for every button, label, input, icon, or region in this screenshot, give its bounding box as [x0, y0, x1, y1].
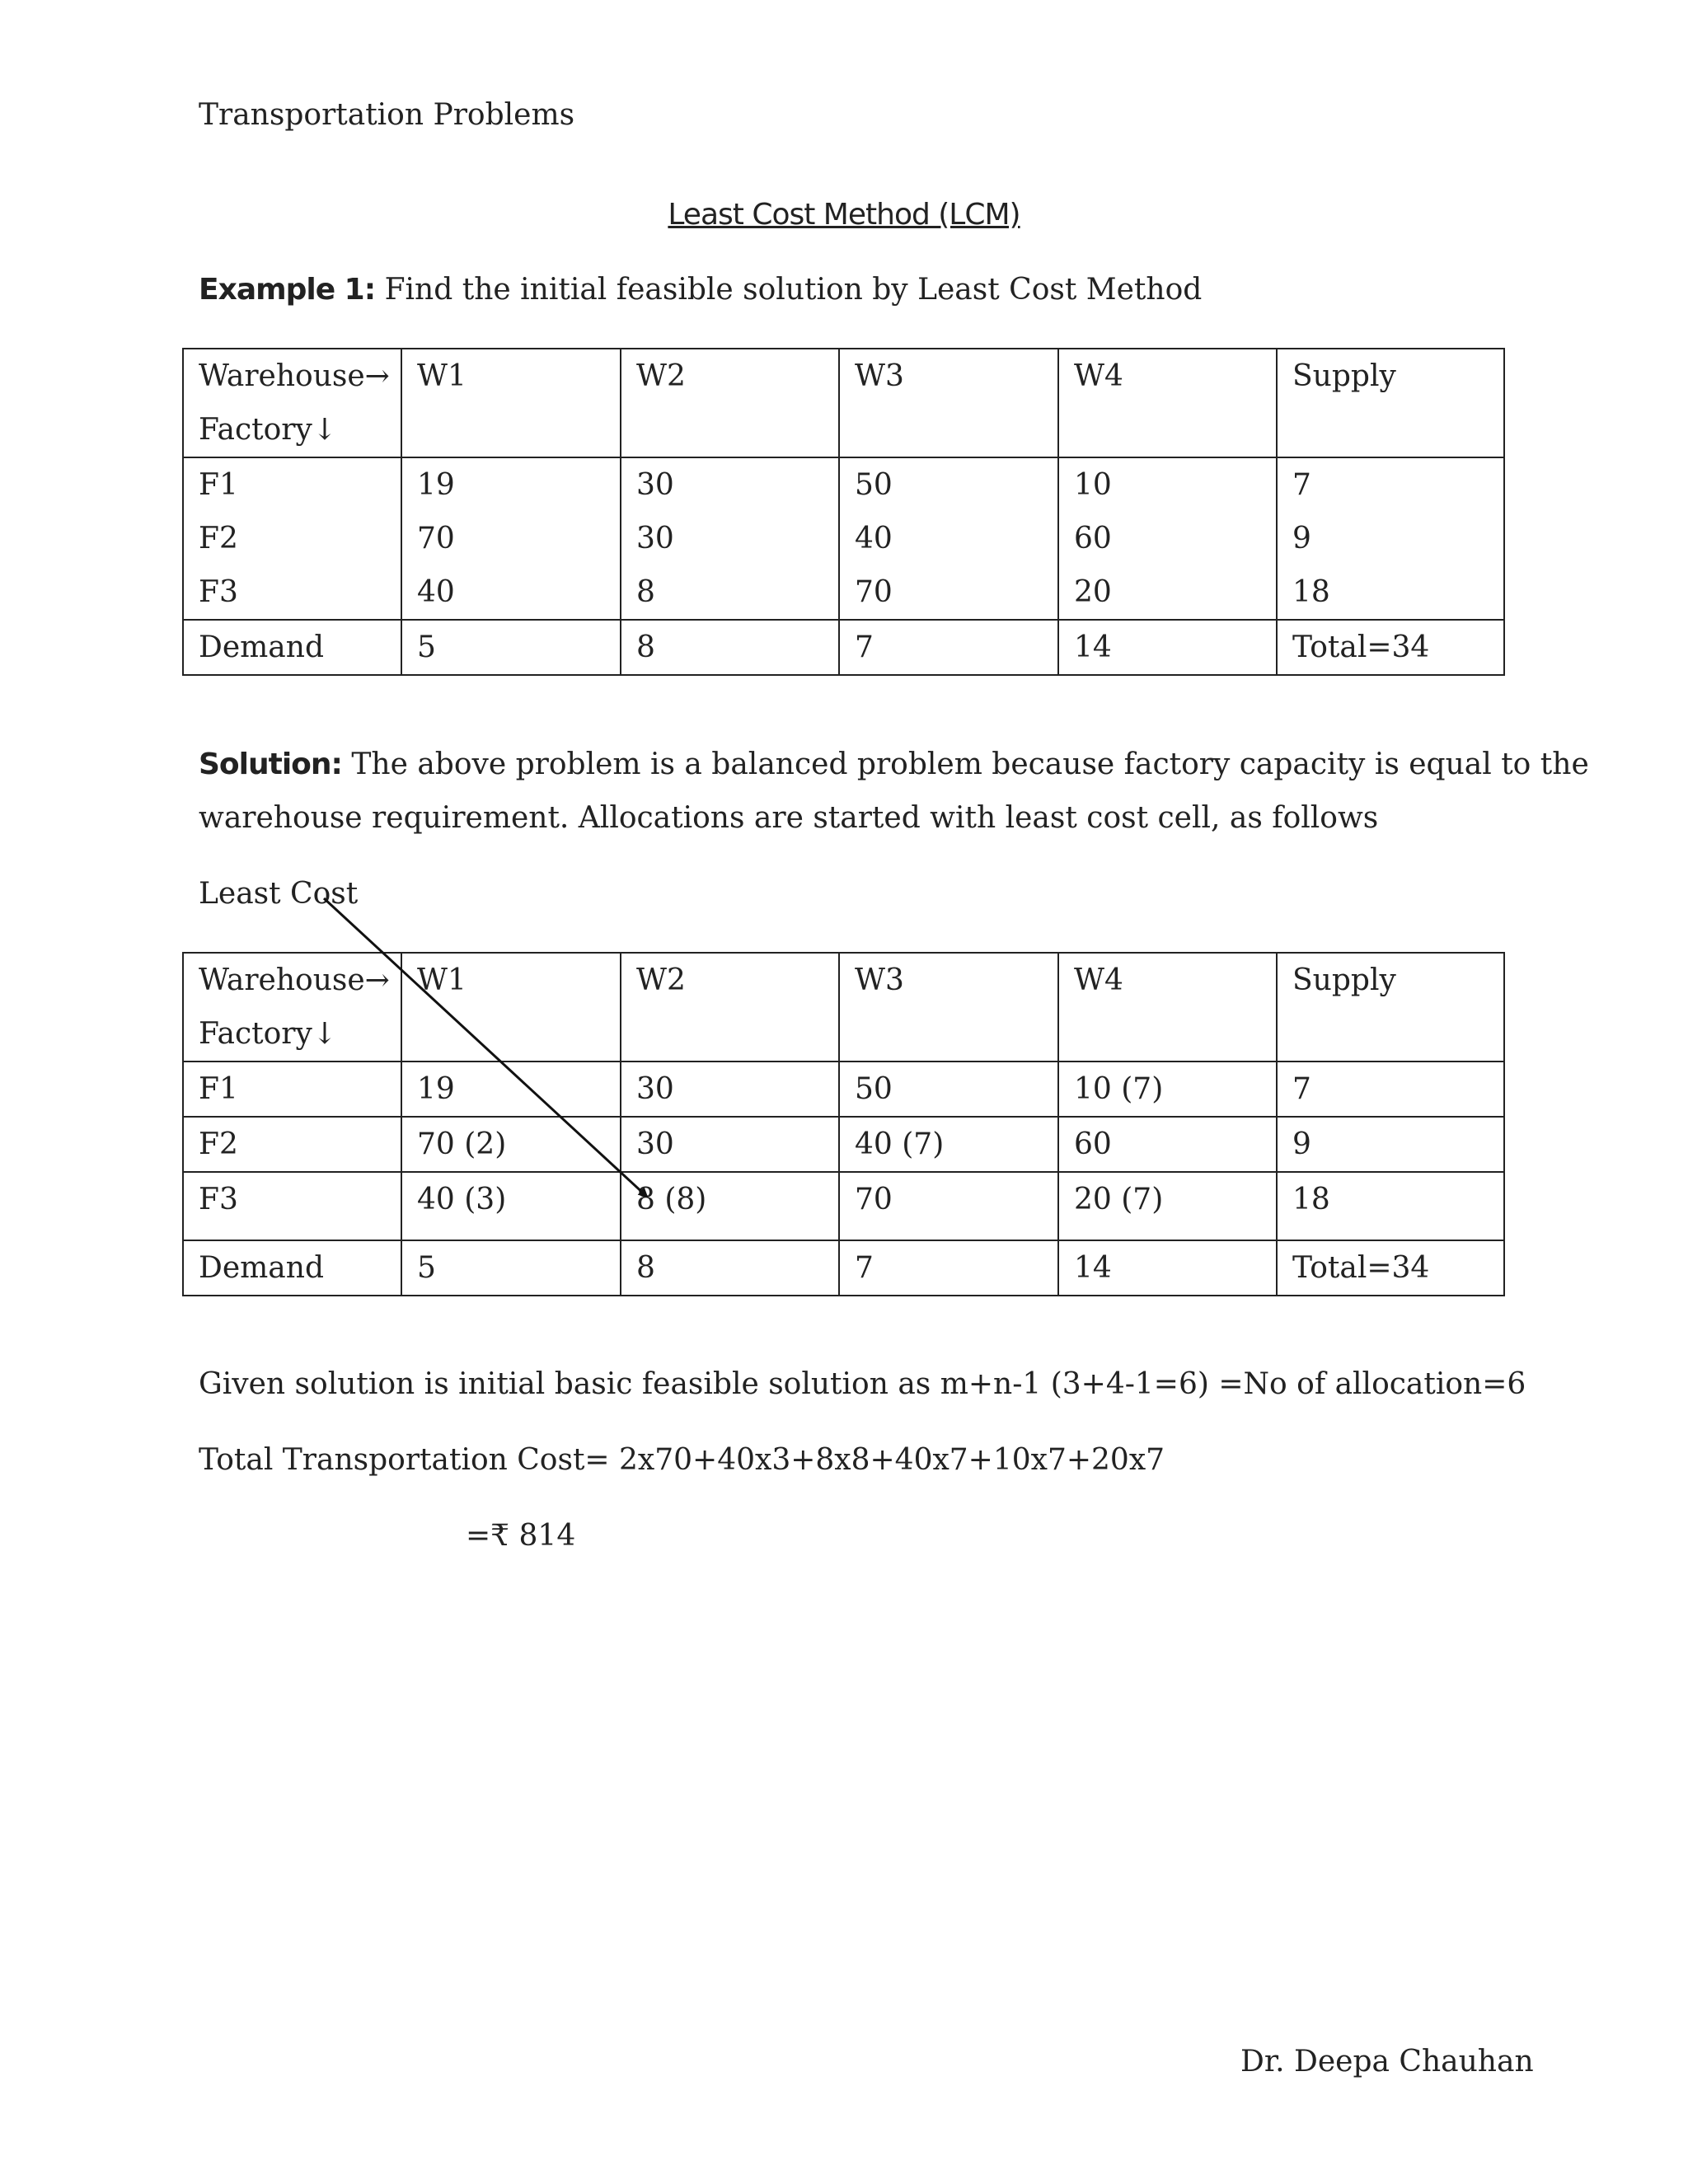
table-cell: 40 (3) — [401, 1172, 621, 1240]
table-cell: 20 (7) — [1058, 1172, 1277, 1240]
table-cell: Total=34 — [1277, 620, 1504, 675]
table-cell: 18 — [1277, 1172, 1504, 1240]
table-cell: 10 (7) — [1058, 1062, 1277, 1117]
table-cell: Total=34 — [1277, 1240, 1504, 1296]
total-cost: =₹ 814 — [466, 1519, 576, 1553]
solution-label: Solution: — [199, 748, 342, 781]
table-cell: 50 40 70 — [839, 457, 1058, 620]
header-factory: Factory↓ — [199, 1017, 338, 1051]
page-title: Least Cost Method (LCM) — [668, 198, 1020, 232]
header-cell: W4 — [1058, 349, 1277, 457]
table-cell: 7 9 18 — [1277, 457, 1504, 620]
least-cost-label: Least Cost — [199, 877, 359, 911]
header-cell: W2 — [621, 349, 839, 457]
header-cell: W1 — [401, 349, 621, 457]
table-cell: 9 — [1277, 1117, 1504, 1172]
example-text: Find the initial feasible solution by Least Cost Method — [375, 273, 1203, 307]
table-cell: 14 — [1058, 1240, 1277, 1296]
header-cell: W1 — [401, 953, 621, 1062]
table-cell: 70 — [839, 1172, 1058, 1240]
header-warehouse: Warehouse→ — [199, 359, 390, 393]
table-cell: F1 — [183, 1062, 401, 1117]
header-cell: Supply — [1277, 953, 1504, 1062]
table-cell: 8 — [621, 1240, 839, 1296]
header-warehouse: Warehouse→ — [199, 963, 390, 997]
table-cell: 5 — [401, 620, 621, 675]
solution-line-2: warehouse requirement. Allocations are started with least cost cell, as follows — [199, 801, 1379, 835]
table-cell: 50 — [839, 1062, 1058, 1117]
table-cell: 14 — [1058, 620, 1277, 675]
table-cell: 19 70 40 — [401, 457, 621, 620]
header-cell: Supply — [1277, 349, 1504, 457]
example-label: Example 1: — [199, 273, 376, 307]
header-cell: W2 — [621, 953, 839, 1062]
table-cell: 7 — [839, 620, 1058, 675]
header-factory: Factory↓ — [199, 413, 338, 447]
table-cell: 7 — [1277, 1062, 1504, 1117]
table-cell: 30 — [621, 1062, 839, 1117]
table-cell: 70 (2) — [401, 1117, 621, 1172]
table-cell: 8 — [621, 620, 839, 675]
header-cell: W3 — [839, 953, 1058, 1062]
table-cell: Demand — [183, 1240, 401, 1296]
table-cell: 60 — [1058, 1117, 1277, 1172]
solution-line-1: Solution: The above problem is a balanced problem because factory capacity is equal to the — [199, 748, 1589, 781]
table-cell: 8 (8) — [621, 1172, 839, 1240]
table-cell: 10 60 20 — [1058, 457, 1277, 620]
table-cell: 19 — [401, 1062, 621, 1117]
table-cell: F3 — [183, 1172, 401, 1240]
table-cell: 30 30 8 — [621, 457, 839, 620]
header-cell: W3 — [839, 349, 1058, 457]
table-cell: 7 — [839, 1240, 1058, 1296]
table-cell: F2 — [183, 1117, 401, 1172]
page-header: Transportation Problems — [199, 98, 575, 132]
author-name: Dr. Deepa Chauhan — [1240, 2045, 1534, 2079]
header-cell: W4 — [1058, 953, 1277, 1062]
table-cell: 5 — [401, 1240, 621, 1296]
cost-formula: Total Transportation Cost= 2x70+40x3+8x8+40x7+10x7+20x7 — [199, 1443, 1165, 1477]
table-cell: 40 (7) — [839, 1117, 1058, 1172]
table-cell: Demand — [183, 620, 401, 675]
feasibility-statement: Given solution is initial basic feasible solution as m+n-1 (3+4-1=6) =No of allocation=6 — [199, 1367, 1526, 1401]
table-cell: F1 F2 F3 — [183, 457, 401, 620]
table-cell: 30 — [621, 1117, 839, 1172]
